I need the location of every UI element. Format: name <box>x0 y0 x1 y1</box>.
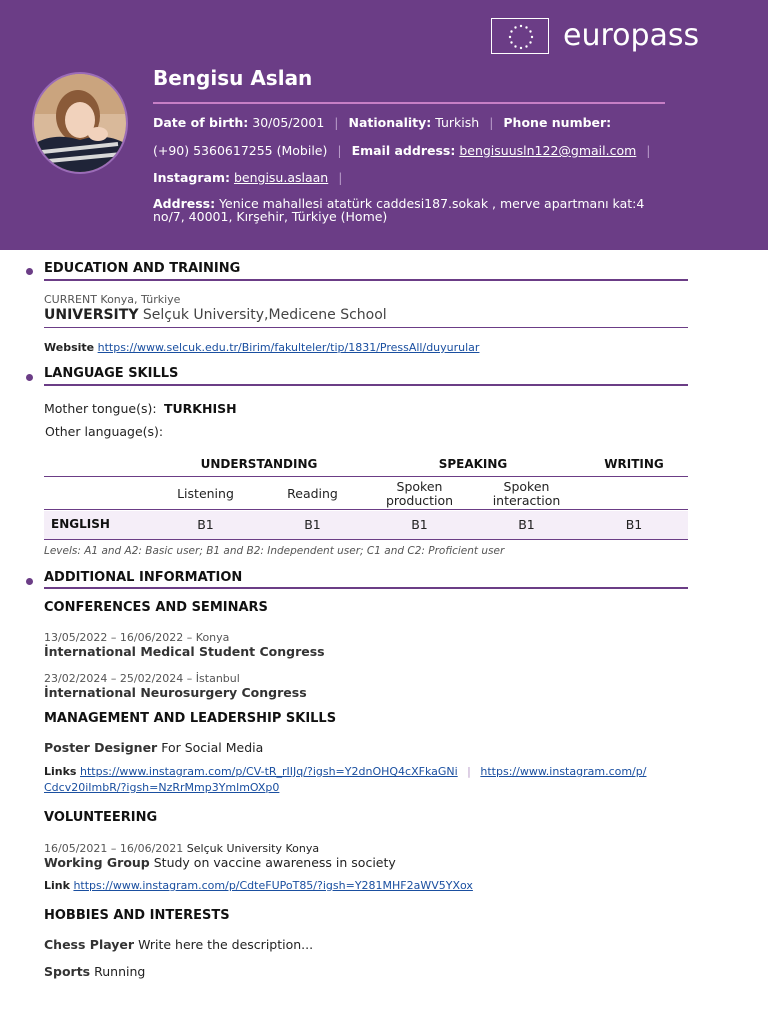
table-subheader-divider <box>44 509 688 510</box>
separator: | <box>646 143 651 158</box>
person-name: Bengisu Aslan <box>153 66 313 90</box>
phone-label: Phone number: <box>503 115 612 130</box>
writing-level: B1 <box>625 517 643 532</box>
volunteer-link[interactable]: https://www.instagram.com/p/CdteFUPoT85/?igsh=Y281MHF2aWV5YXox <box>73 879 473 892</box>
spoken-interaction-header-1: Spoken <box>503 479 550 494</box>
conferences-title: CONFERENCES AND SEMINARS <box>44 600 268 615</box>
hobby-2-desc: Running <box>94 964 146 979</box>
education-title: EDUCATION AND TRAINING <box>44 261 241 276</box>
separator: | <box>337 143 342 158</box>
volunteer-entry <box>44 855 396 870</box>
hobby-2 <box>44 964 145 979</box>
management-title: MANAGEMENT AND LEADERSHIP SKILLS <box>44 711 337 726</box>
contact-line-2 <box>153 143 657 158</box>
separator: | <box>338 170 343 185</box>
hobby-1-name: Chess Player <box>44 937 135 952</box>
education-entry <box>44 307 387 323</box>
email-label: Email address: <box>351 143 456 158</box>
production-level: B1 <box>411 517 428 532</box>
interaction-level: B1 <box>518 517 535 532</box>
additional-title: ADDITIONAL INFORMATION <box>44 570 243 585</box>
section-bullet <box>26 268 33 275</box>
link-1[interactable]: https://www.instagram.com/p/CV-tR_rIIJq/?igsh=Y2dnOHQ4cXFkaGNi <box>79 765 458 778</box>
links-line <box>44 765 646 778</box>
volunteer-dates: 16/05/2021 – 16/06/2021 <box>44 842 184 855</box>
instagram-label: Instagram: <box>153 170 230 185</box>
table-bottom-divider <box>44 539 688 540</box>
address-value-1: Yenice mahallesi atatürk caddesi187.sokak , merve apartmanı kat:4 <box>219 196 645 211</box>
reading-level: B1 <box>304 517 321 532</box>
email-link[interactable]: bengisuusln122@gmail.com <box>459 143 637 158</box>
section-bullet <box>26 374 33 381</box>
phone-value: (+90) 5360617255 (Mobile) <box>153 143 328 158</box>
nationality-value: Turkish <box>435 115 480 130</box>
dob-label: Date of birth: <box>153 115 249 130</box>
europass-logo[interactable] <box>491 18 699 54</box>
education-degree: UNIVERSITY <box>44 307 139 323</box>
instagram-link[interactable]: bengisu.aslaan <box>233 170 329 185</box>
education-website-line <box>44 341 479 354</box>
website-label: Website <box>44 341 95 354</box>
section-divider <box>44 279 688 281</box>
volunteer-link-label: Link <box>44 879 70 892</box>
separator: | <box>334 115 339 130</box>
hobby-2-name: Sports <box>44 964 91 979</box>
levels-note: Levels: A1 and A2: Basic user; B1 and B2: Independent user; C1 and C2: Proficient user <box>44 545 505 557</box>
other-language-label: Other language(s): <box>45 424 164 439</box>
education-meta: CURRENT Konya, Türkiye <box>44 293 181 306</box>
understanding-header: UNDERSTANDING <box>200 457 318 471</box>
volunteer-role: Working Group <box>44 855 150 870</box>
section-bullet <box>26 578 33 585</box>
listening-header: Listening <box>177 486 234 501</box>
hobbies-title: HOBBIES AND INTERESTS <box>44 908 230 923</box>
conference-2-meta: 23/02/2024 – 25/02/2024 – İstanbul <box>44 672 240 685</box>
conference-2-name: İnternational Neurosurgery Congress <box>44 685 307 700</box>
listening-level: B1 <box>197 517 214 532</box>
dob-value: 30/05/2001 <box>252 115 325 130</box>
contact-line-3 <box>153 170 348 185</box>
entry-divider <box>44 327 688 328</box>
poster-entry <box>44 740 263 755</box>
address-value-2: no/7, 40001, Kırşehir, Türkiye (Home) <box>153 209 388 224</box>
poster-role: Poster Designer <box>44 740 158 755</box>
link-2-part-1[interactable]: https://www.instagram.com/p/ <box>480 765 647 778</box>
europass-wordmark: europass <box>563 18 700 53</box>
spoken-interaction-header-2: interaction <box>492 493 561 508</box>
website-link[interactable]: https://www.selcuk.edu.tr/Birim/fakulteler/tip/1831/PressAll/duyurular <box>97 341 480 354</box>
volunteer-link-line <box>44 879 473 892</box>
links-line-2 <box>44 781 279 794</box>
language-name: ENGLISH <box>51 517 110 531</box>
contact-line-1 <box>153 115 611 130</box>
conference-1-meta: 13/05/2022 – 16/06/2022 – Konya <box>44 631 230 644</box>
mother-tongue-value: TURKHISH <box>164 401 237 416</box>
volunteer-desc: Study on vaccine awareness in society <box>153 855 396 870</box>
section-divider <box>44 587 688 589</box>
volunteering-title: VOLUNTEERING <box>44 810 158 825</box>
speaking-header: SPEAKING <box>438 457 508 471</box>
education-institution: Selçuk University,Medicene School <box>142 307 387 323</box>
language-title: LANGUAGE SKILLS <box>44 366 179 381</box>
address-line-2 <box>153 209 387 224</box>
hobby-1 <box>44 937 313 952</box>
links-label: Links <box>44 765 77 778</box>
hobby-1-desc: Write here the description... <box>138 937 314 952</box>
spoken-production-header-1: Spoken <box>396 479 443 494</box>
conference-1-name: İnternational Medical Student Congress <box>44 644 325 659</box>
section-divider <box>44 384 688 386</box>
link-2-part-2[interactable]: Cdcv20iImbR/?igsh=NzRrMmp3YmlmOXp0 <box>44 781 280 794</box>
poster-desc: For Social Media <box>161 740 264 755</box>
address-label: Address: <box>153 196 216 211</box>
nationality-label: Nationality: <box>348 115 432 130</box>
mother-tongue-label: Mother tongue(s): <box>44 401 157 416</box>
separator: | <box>489 115 494 130</box>
writing-header: WRITING <box>604 457 664 471</box>
cv-header <box>0 0 768 250</box>
eu-flag-icon <box>491 18 549 54</box>
volunteer-meta <box>44 842 319 855</box>
table-header-divider <box>44 476 688 477</box>
name-divider <box>153 102 665 104</box>
separator: | <box>467 765 471 778</box>
reading-header: Reading <box>287 486 338 501</box>
volunteer-place: Selçuk University Konya <box>186 842 320 855</box>
avatar <box>32 72 128 174</box>
spoken-production-header-2: production <box>385 493 454 508</box>
